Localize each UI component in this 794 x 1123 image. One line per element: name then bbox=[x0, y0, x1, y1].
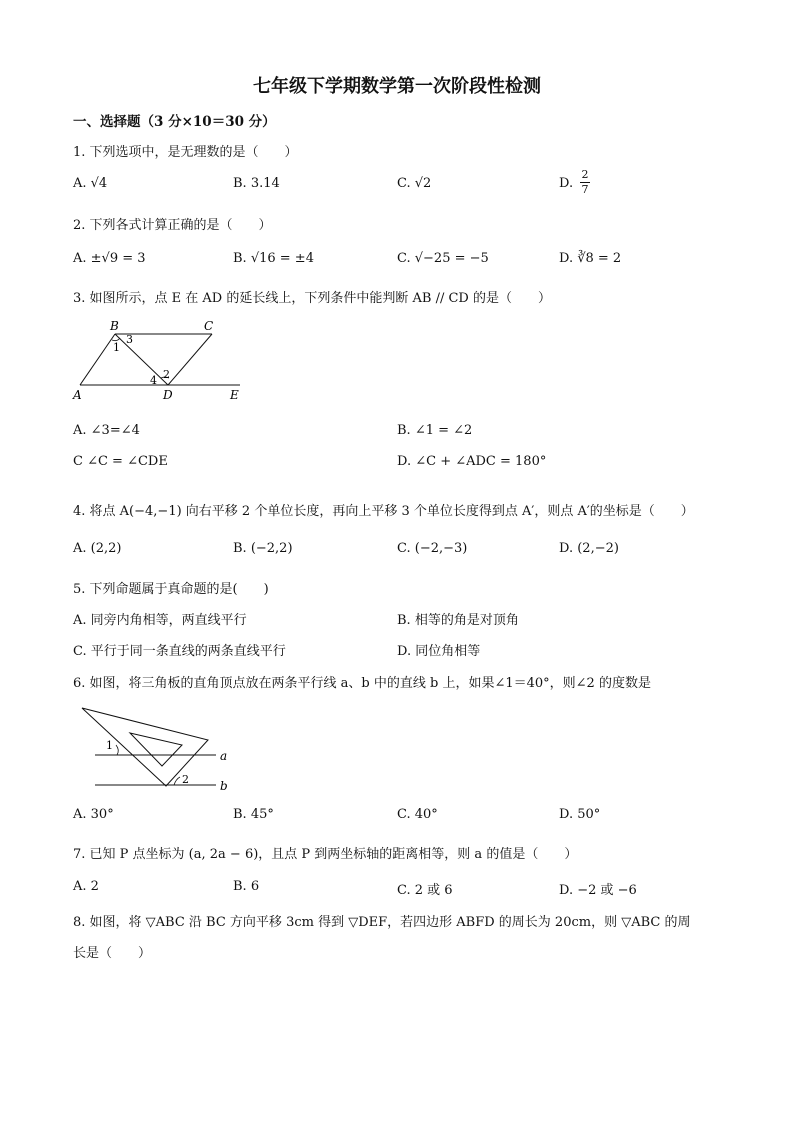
q6-option-c: C. 40° bbox=[397, 807, 438, 822]
q7-option-a: A. 2 bbox=[73, 879, 99, 894]
q7-option-d: D. −2 或 −6 bbox=[559, 883, 637, 898]
q2-option-a: A. ±√9 = 3 bbox=[73, 251, 146, 266]
section-heading: 一、选择题（3 分×10＝30 分） bbox=[73, 114, 276, 130]
q3-option-c: C ∠C = ∠CDE bbox=[73, 454, 168, 469]
angle-1-label: 1 bbox=[106, 739, 113, 752]
label-d: D bbox=[163, 388, 173, 402]
q5-option-a: A. 同旁内角相等，两直线平行 bbox=[73, 613, 247, 628]
q3-option-a: A. ∠3=∠4 bbox=[73, 423, 140, 438]
q5-option-b: B. 相等的角是对顶角 bbox=[397, 613, 519, 628]
q1-option-b: B. 3.14 bbox=[233, 176, 280, 191]
angle-2-label: 2 bbox=[163, 368, 170, 381]
label-e: E bbox=[230, 388, 239, 402]
q7-option-b: B. 6 bbox=[233, 879, 260, 894]
q4-option-c: C. (−2,−3) bbox=[397, 541, 468, 556]
angle-1-arc bbox=[116, 745, 118, 755]
label-c: C bbox=[204, 319, 214, 333]
segment-ab bbox=[80, 334, 115, 385]
q2-option-b: B. √16 = ±4 bbox=[233, 251, 314, 266]
q6-figure bbox=[70, 700, 240, 798]
q5-option-d: D. 同位角相等 bbox=[397, 644, 481, 659]
fraction-denominator: 7 bbox=[581, 183, 589, 196]
q2-stem: 2. 下列各式计算正确的是（ ） bbox=[73, 218, 272, 233]
q6-option-a: A. 30° bbox=[73, 807, 114, 822]
angle-2-label: 2 bbox=[182, 773, 189, 786]
q7-stem: 7. 已知 P 点坐标为 (a, 2a − 6)，且点 P 到两坐标轴的距离相等，则 a 的值是（ ） bbox=[73, 847, 578, 862]
angle-4-label: 4 bbox=[150, 374, 157, 387]
line-a-label: a bbox=[220, 749, 228, 763]
q4-stem: 4. 将点 A(−4,−1) 向右平移 2 个单位长度，再向上平移 3 个单位长度得到点 A′，则点 A′的坐标是（ ） bbox=[73, 504, 694, 519]
q1-option-a: A. √4 bbox=[73, 176, 108, 191]
triangle-ruler-outer bbox=[82, 708, 208, 786]
angle-2-arc bbox=[174, 777, 180, 785]
q1-option-d-label: D. bbox=[559, 176, 574, 191]
q4-option-b: B. (−2,2) bbox=[233, 541, 293, 556]
q5-option-c: C. 平行于同一条直线的两条直线平行 bbox=[73, 644, 286, 659]
q3-option-d: D. ∠C + ∠ADC = 180° bbox=[397, 454, 547, 469]
q4-option-d: D. (2,−2) bbox=[559, 541, 619, 556]
q8-stem-line1: 8. 如图，将 ▽ABC 沿 BC 方向平移 3cm 得到 ▽DEF，若四边形 ABFD 的周长为 20cm，则 ▽ABC 的周 bbox=[73, 915, 691, 930]
fraction-numerator: 2 bbox=[581, 168, 589, 181]
label-b: B bbox=[110, 319, 119, 333]
angle-3-label: 3 bbox=[126, 333, 133, 346]
page-title: 七年级下学期数学第一次阶段性检测 bbox=[253, 76, 541, 97]
q6-stem: 6. 如图，将三角板的直角顶点放在两条平行线 a、b 中的直线 b 上，如果∠1＝40°，则∠2 的度数是 bbox=[73, 676, 651, 691]
label-a: A bbox=[73, 388, 82, 402]
q2-option-c: C. √−25 = −5 bbox=[397, 251, 489, 266]
line-b-label: b bbox=[220, 779, 228, 793]
q2-option-d: D. ∛8 = 2 bbox=[559, 251, 622, 266]
q1-stem: 1. 下列选项中，是无理数的是（ ） bbox=[73, 145, 298, 160]
q3-figure bbox=[70, 316, 250, 406]
segment-cd bbox=[168, 334, 212, 385]
q7-option-c: C. 2 或 6 bbox=[397, 883, 453, 898]
q3-option-b: B. ∠1 = ∠2 bbox=[397, 423, 473, 438]
q6-option-b: B. 45° bbox=[233, 807, 274, 822]
q6-option-d: D. 50° bbox=[559, 807, 601, 822]
q8-stem-line2: 长是（ ） bbox=[73, 946, 152, 961]
angle-1-label: 1 bbox=[113, 341, 120, 354]
q4-option-a: A. (2,2) bbox=[73, 541, 122, 556]
triangle-ruler-inner bbox=[130, 733, 182, 766]
q3-stem: 3. 如图所示，点 E 在 AD 的延长线上，下列条件中能判断 AB // CD 的是（ ） bbox=[73, 291, 551, 306]
q5-stem: 5. 下列命题属于真命题的是( ) bbox=[73, 582, 269, 597]
q1-option-d-fraction bbox=[580, 168, 590, 197]
segment-bd bbox=[115, 334, 168, 385]
q1-option-c: C. √2 bbox=[397, 176, 432, 191]
